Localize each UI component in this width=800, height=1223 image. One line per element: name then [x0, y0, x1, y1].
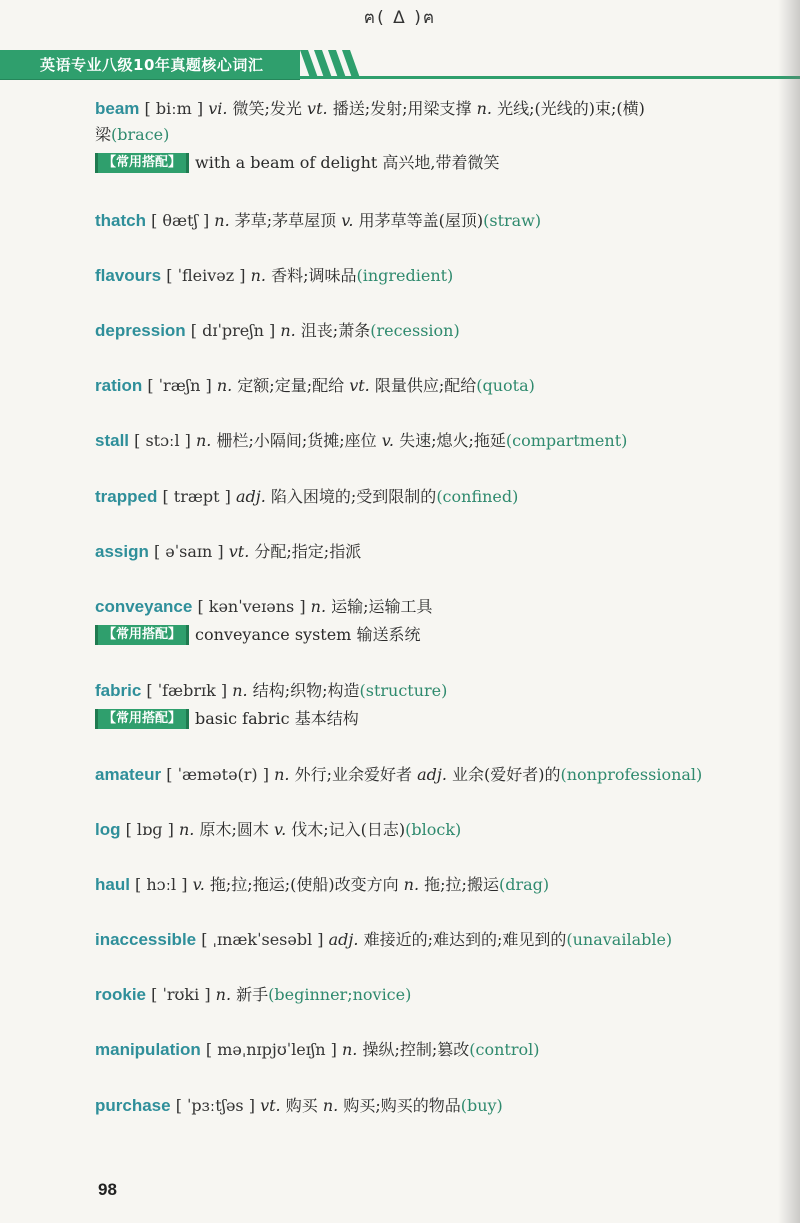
- phonetic: [ ˈræʃn ]: [147, 376, 212, 395]
- definition-text: 原木;圆木: [199, 820, 269, 839]
- phonetic: [ lɒɡ ]: [125, 820, 174, 839]
- definition-text: 用茅草等盖(屋顶): [358, 211, 484, 230]
- part-of-speech: v.: [273, 820, 287, 839]
- definition-text: 购买;购买的物品: [343, 1096, 461, 1115]
- definition-text: 沮丧;萧条: [300, 321, 371, 340]
- part-of-speech: n.: [232, 681, 248, 700]
- phonetic: [ əˈsaɪn ]: [153, 542, 224, 561]
- definition-text: 购买: [285, 1096, 318, 1115]
- definition-text: 茅草;茅草屋顶: [234, 211, 337, 230]
- entry-headline: [95, 817, 775, 843]
- synonym: (control): [469, 1040, 540, 1059]
- part-of-speech: n.: [214, 211, 230, 230]
- phonetic: [ ˈæmətə(r) ]: [166, 765, 269, 784]
- entry-headline: [95, 208, 775, 234]
- headword: stall: [95, 431, 130, 450]
- headword: depression: [95, 321, 186, 340]
- headword: log: [95, 820, 121, 839]
- vocab-entry: [95, 817, 775, 843]
- entry-headline: [95, 762, 775, 788]
- entry-headline: [95, 1093, 775, 1119]
- synonym: (quota): [476, 376, 535, 395]
- synonym: (ingredient): [356, 266, 454, 285]
- synonym: (nonprofessional): [560, 765, 703, 784]
- part-of-speech: n.: [178, 820, 195, 839]
- definition-text: 操纵;控制;篡改: [362, 1040, 470, 1059]
- phonetic: [ ˌɪnækˈsesəbl ]: [201, 930, 324, 949]
- part-of-speech: adj.: [235, 487, 266, 506]
- entry-headline: [95, 428, 775, 454]
- vocab-entry: [95, 373, 775, 399]
- part-of-speech: vt.: [307, 99, 328, 118]
- part-of-speech: n.: [195, 431, 212, 450]
- banner-stripes-decoration: [298, 50, 368, 78]
- headword: inaccessible: [95, 930, 197, 949]
- part-of-speech: n.: [274, 765, 290, 784]
- headword: fabric: [95, 681, 142, 700]
- synonym: (buy): [460, 1096, 503, 1115]
- banner-rule: [0, 76, 800, 79]
- part-of-speech: v.: [192, 875, 205, 894]
- vocab-entry: [95, 1037, 775, 1063]
- headword: assign: [95, 542, 149, 561]
- vocab-entry: [95, 428, 775, 454]
- collocation-text: conveyance system 输送系统: [195, 625, 421, 644]
- vocab-entry: [95, 539, 775, 565]
- part-of-speech: n.: [341, 1040, 358, 1059]
- synonym: (drag): [498, 875, 550, 894]
- phonetic: [ hɔːl ]: [135, 875, 188, 894]
- part-of-speech: n.: [250, 266, 266, 285]
- entry-headline: [95, 982, 775, 1008]
- synonym: (confined): [436, 487, 519, 506]
- entry-headline: [95, 484, 775, 510]
- vocab-entry: [95, 982, 775, 1008]
- headword: purchase: [95, 1096, 171, 1115]
- part-of-speech: vt.: [228, 542, 250, 561]
- collocation-line: [95, 622, 775, 648]
- phonetic: [ ˈpɜːtʃəs ]: [175, 1096, 255, 1115]
- vocab-entry: [95, 762, 775, 788]
- phonetic: [ kənˈveɪəns ]: [197, 597, 306, 616]
- synonym: (compartment): [505, 431, 628, 450]
- phonetic: [ məˌnɪpjʊˈleɪʃn ]: [205, 1040, 337, 1059]
- vocab-entry: [95, 263, 775, 289]
- part-of-speech: n.: [476, 99, 492, 118]
- vocab-entry: [95, 678, 775, 732]
- definition-text: 拖;拉;拖运;(使船)改变方向: [209, 875, 399, 894]
- headword: manipulation: [95, 1040, 201, 1059]
- headword: ration: [95, 376, 143, 395]
- vocab-entry: [95, 872, 775, 898]
- headword: beam: [95, 99, 140, 118]
- part-of-speech: adj.: [328, 930, 359, 949]
- entry-continuation: [95, 122, 775, 148]
- definition-text: 运输;运输工具: [331, 597, 433, 616]
- part-of-speech: vt.: [349, 376, 370, 395]
- part-of-speech: n.: [322, 1096, 339, 1115]
- phonetic: [ træpt ]: [162, 487, 231, 506]
- collocation-badge: 【常用搭配】: [95, 625, 189, 645]
- part-of-speech: adj.: [417, 765, 447, 784]
- definition-text: 光线;(光线的)束;(横): [497, 99, 645, 118]
- synonym: (beginner;novice): [268, 985, 412, 1004]
- headword: haul: [95, 875, 130, 894]
- vocab-entry: [95, 927, 775, 953]
- vocab-entry: [95, 594, 775, 648]
- page-number: 98: [98, 1180, 117, 1199]
- part-of-speech: n.: [215, 985, 232, 1004]
- definition-text: 新手: [236, 985, 269, 1004]
- entry-headline: [95, 678, 775, 704]
- entry-headline: [95, 96, 775, 122]
- entry-headline: [95, 539, 775, 565]
- phonetic: [ stɔːl ]: [134, 431, 191, 450]
- headword: flavours: [95, 266, 162, 285]
- definition-text: 结构;织物;构造: [252, 681, 360, 700]
- part-of-speech: n.: [216, 376, 233, 395]
- phonetic: [ θætʃ ]: [151, 211, 210, 230]
- part-of-speech: vt.: [260, 1096, 281, 1115]
- definition-text: 业余(爱好者)的: [452, 765, 561, 784]
- entry-headline: [95, 872, 775, 898]
- definition-continuation: 梁: [95, 125, 112, 144]
- entry-headline: [95, 318, 775, 344]
- collocation-text: with a beam of delight 高兴地,带着微笑: [195, 153, 500, 172]
- phonetic: [ ˈfæbrɪk ]: [146, 681, 228, 700]
- vocab-entry: [95, 318, 775, 344]
- collocation-line: [95, 150, 775, 176]
- definition-text: 限量供应;配给: [374, 376, 477, 395]
- collocation-text: basic fabric 基本结构: [195, 709, 359, 728]
- phonetic: [ ˈfleivəz ]: [166, 266, 246, 285]
- phonetic: [ dɪˈpreʃn ]: [190, 321, 276, 340]
- synonym: (block): [405, 820, 462, 839]
- headword: thatch: [95, 211, 146, 230]
- synonym: (recession): [370, 321, 460, 340]
- headword: conveyance: [95, 597, 193, 616]
- collocation-badge: 【常用搭配】: [95, 153, 189, 173]
- top-mark: ฅ( Δ )ฅ: [363, 8, 437, 28]
- part-of-speech: v.: [341, 211, 354, 230]
- entry-headline: [95, 594, 775, 620]
- definition-text: 陷入困境的;受到限制的: [270, 487, 437, 506]
- phonetic: [ biːm ]: [144, 99, 204, 118]
- vocab-entry: [95, 208, 775, 234]
- definition-text: 难接近的;难达到的;难见到的: [363, 930, 567, 949]
- synonym: (structure): [359, 681, 448, 700]
- entry-headline: [95, 1037, 775, 1063]
- definition-text: 香料;调味品: [271, 266, 357, 285]
- definition-text: 栅栏;小隔间;货摊;座位: [216, 431, 377, 450]
- vocab-entry: [95, 96, 775, 176]
- entry-headline: [95, 927, 775, 953]
- vocab-entry: [95, 484, 775, 510]
- page-spine-shadow: [778, 0, 800, 1223]
- phonetic: [ ˈrʊki ]: [151, 985, 211, 1004]
- part-of-speech: vi.: [208, 99, 228, 118]
- banner-title: 英语专业八级10年真题核心词汇: [40, 56, 264, 74]
- part-of-speech: n.: [403, 875, 420, 894]
- definition-text: 微笑;发光: [232, 99, 302, 118]
- synonym: (unavailable): [566, 930, 673, 949]
- definition-text: 拖;拉;搬运: [424, 875, 499, 894]
- definition-text: 分配;指定;指派: [254, 542, 362, 561]
- synonym: (brace): [111, 125, 170, 144]
- collocation-line: [95, 706, 775, 732]
- definition-text: 外行;业余爱好者: [294, 765, 412, 784]
- definition-text: 伐木;记入(日志): [291, 820, 406, 839]
- headword: amateur: [95, 765, 162, 784]
- vocab-entry: [95, 1093, 775, 1119]
- definition-text: 定额;定量;配给: [237, 376, 345, 395]
- headword: trapped: [95, 487, 158, 506]
- part-of-speech: n.: [280, 321, 296, 340]
- headword: rookie: [95, 985, 147, 1004]
- part-of-speech: n.: [310, 597, 327, 616]
- definition-text: 播送;发射;用梁支撑: [332, 99, 472, 118]
- synonym: (straw): [483, 211, 542, 230]
- definition-text: 失速;熄火;拖延: [399, 431, 506, 450]
- collocation-badge: 【常用搭配】: [95, 709, 189, 729]
- part-of-speech: v.: [381, 431, 394, 450]
- entry-headline: [95, 373, 775, 399]
- entry-headline: [95, 263, 775, 289]
